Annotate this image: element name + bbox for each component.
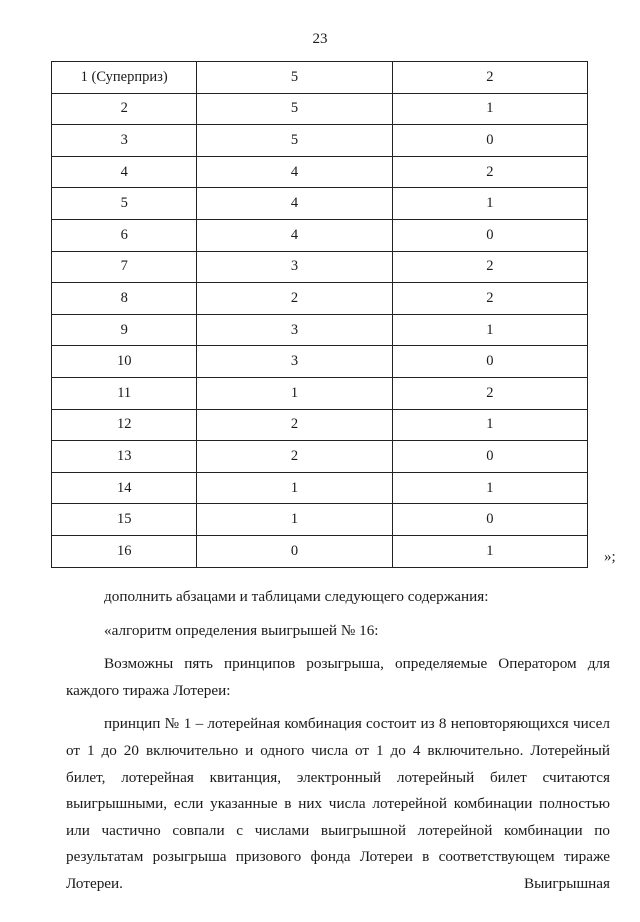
table-row — [52, 125, 588, 157]
paragraph-principles-intro: Возможны пять принципов розыгрыша, определяемые Оператором для каждого тиража Лотереи: — [66, 655, 610, 699]
table-row — [52, 377, 588, 409]
paragraph-amendment-intro: дополнить абзацами и таблицами следующего содержания: — [104, 588, 489, 605]
page-number: 23 — [312, 31, 328, 47]
table-row — [52, 472, 588, 504]
extra-numbers-match-cell: 0 — [392, 219, 587, 251]
table-row — [52, 314, 588, 346]
table-row — [52, 535, 588, 567]
main-numbers-match-cell: 3 — [197, 251, 392, 283]
main-numbers-match-cell: 4 — [197, 156, 392, 188]
table-row — [52, 93, 588, 125]
extra-numbers-match-cell: 1 — [392, 472, 587, 504]
table-row — [52, 346, 588, 378]
prize-category-cell: 12 — [52, 409, 197, 441]
table-row — [52, 251, 588, 283]
prize-table — [51, 61, 588, 568]
main-numbers-match-cell: 3 — [197, 314, 392, 346]
prize-category-cell: 6 — [52, 219, 197, 251]
prize-category-cell: 2 — [52, 93, 197, 125]
table-row — [52, 409, 588, 441]
table-row — [52, 62, 588, 94]
prize-category-cell: 10 — [52, 346, 197, 378]
extra-numbers-match-cell: 1 — [392, 535, 587, 567]
table-row — [52, 441, 588, 473]
prize-table-body — [52, 62, 588, 568]
table-row — [52, 283, 588, 315]
extra-numbers-match-cell: 2 — [392, 377, 587, 409]
prize-category-cell: 1 (Суперприз) — [52, 62, 197, 94]
main-numbers-match-cell: 2 — [197, 409, 392, 441]
body-text — [66, 584, 610, 905]
main-numbers-match-cell: 5 — [197, 125, 392, 157]
table-row — [52, 188, 588, 220]
prize-category-cell: 13 — [52, 441, 197, 473]
table-row — [52, 504, 588, 536]
extra-numbers-match-cell: 0 — [392, 504, 587, 536]
extra-numbers-match-cell: 0 — [392, 441, 587, 473]
extra-numbers-match-cell: 1 — [392, 93, 587, 125]
prize-category-cell: 14 — [52, 472, 197, 504]
extra-numbers-match-cell: 2 — [392, 283, 587, 315]
main-numbers-match-cell: 4 — [197, 219, 392, 251]
table-row — [52, 156, 588, 188]
table-row — [52, 219, 588, 251]
extra-numbers-match-cell: 1 — [392, 409, 587, 441]
main-numbers-match-cell: 1 — [197, 504, 392, 536]
paragraph-principle-1: принцип № 1 – лотерейная комбинация состоит из 8 неповторяющихся чисел от 1 до 20 включительно и одного числа от 1 до 4 включительно. Лотерейный билет, лотерейная квитанция, электронный лотерейный билет считаются выигрышными, если указанные в них числа лотерейной комбинации полностью или частично совпали с числами выигрышной лотерейной комбинации по результатам розыгрыша призового фонда Лотереи в соответствующем тираже Лотереи. Выигрышная — [66, 715, 610, 892]
prize-category-cell: 11 — [52, 377, 197, 409]
main-numbers-match-cell: 0 — [197, 535, 392, 567]
extra-numbers-match-cell: 1 — [392, 314, 587, 346]
prize-category-cell: 7 — [52, 251, 197, 283]
main-numbers-match-cell: 1 — [197, 472, 392, 504]
paragraph-algorithm-title: «алгоритм определения выигрышей № 16: — [104, 621, 379, 639]
main-numbers-match-cell: 5 — [197, 93, 392, 125]
extra-numbers-match-cell: 2 — [392, 251, 587, 283]
extra-numbers-match-cell: 1 — [392, 188, 587, 220]
extra-numbers-match-cell: 0 — [392, 346, 587, 378]
main-numbers-match-cell: 2 — [197, 283, 392, 315]
main-numbers-match-cell: 1 — [197, 377, 392, 409]
prize-category-cell: 9 — [52, 314, 197, 346]
prize-category-cell: 3 — [52, 125, 197, 157]
prize-category-cell: 5 — [52, 188, 197, 220]
prize-category-cell: 8 — [52, 283, 197, 315]
main-numbers-match-cell: 5 — [197, 62, 392, 94]
main-numbers-match-cell: 3 — [197, 346, 392, 378]
extra-numbers-match-cell: 2 — [392, 62, 587, 94]
prize-category-cell: 15 — [52, 504, 197, 536]
prize-category-cell: 16 — [52, 535, 197, 567]
extra-numbers-match-cell: 2 — [392, 156, 587, 188]
closing-quote-mark: »; — [604, 549, 616, 565]
main-numbers-match-cell: 2 — [197, 441, 392, 473]
extra-numbers-match-cell: 0 — [392, 125, 587, 157]
prize-category-cell: 4 — [52, 156, 197, 188]
main-numbers-match-cell: 4 — [197, 188, 392, 220]
